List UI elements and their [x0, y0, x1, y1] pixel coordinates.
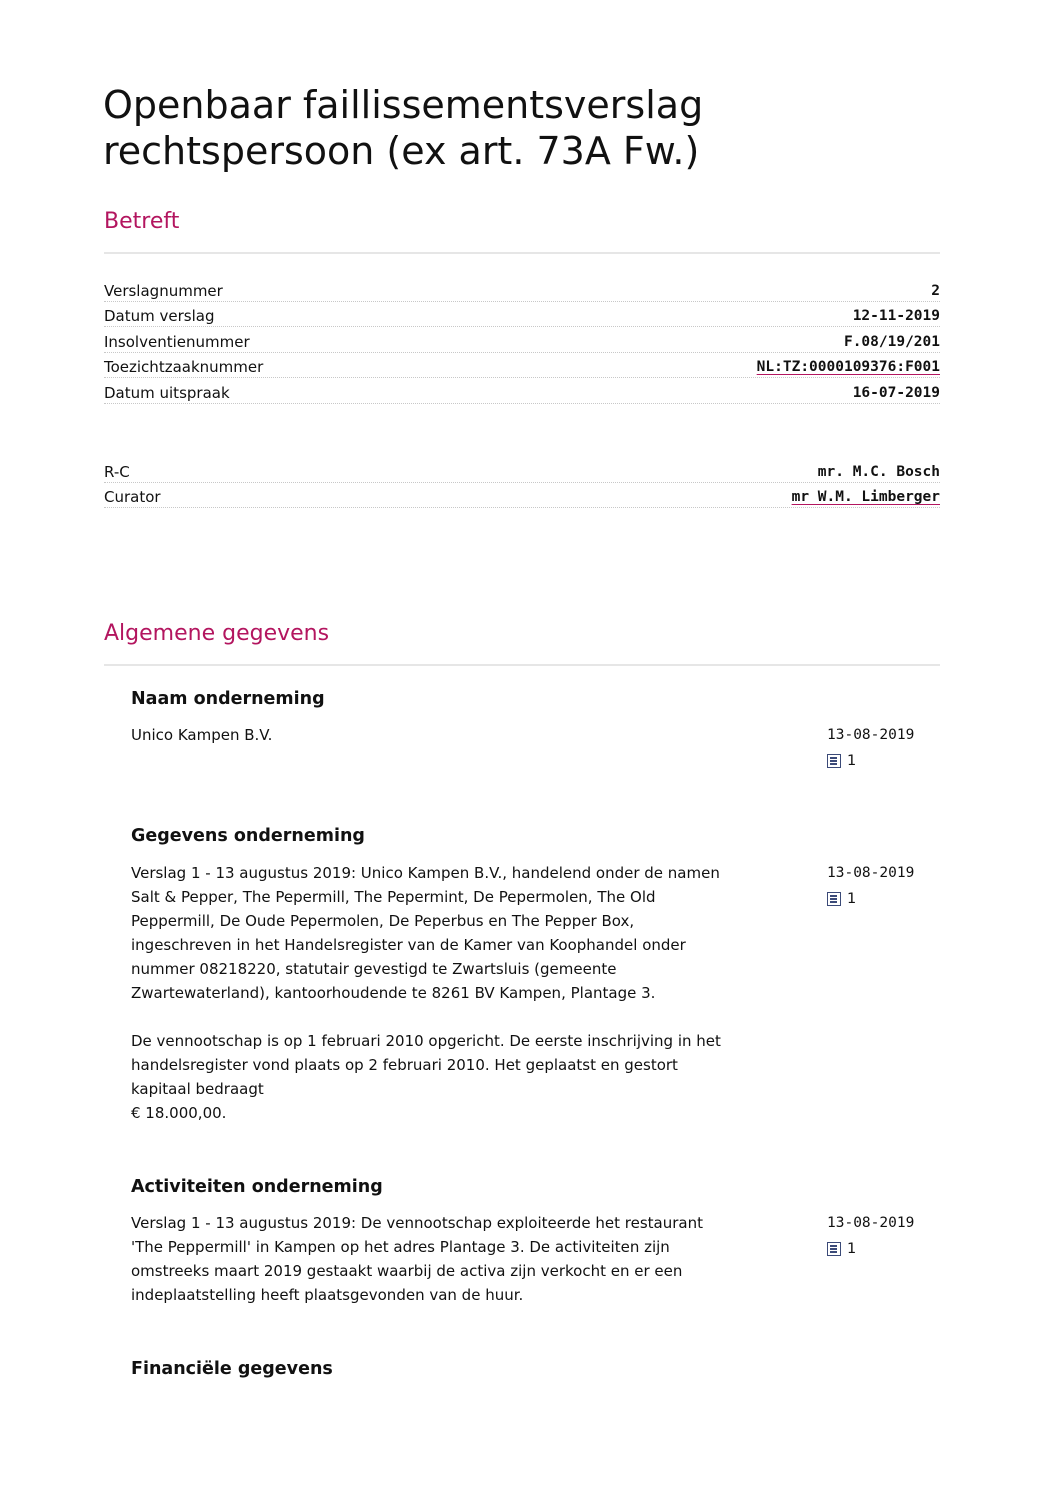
case-row-label: Datum uitspraak — [104, 383, 230, 402]
subsection-body-naam-onderneming — [131, 723, 821, 747]
official-row-label: Curator — [104, 488, 161, 506]
entry-text: Verslag 1 - 13 augustus 2019: De vennootschap exploiteerde het restaurant 'The Peppermill' in Kampen op het adres Plantage 3. De activiteiten zijn omstreeks maart 2019 gestaakt waarbij de activa zijn verkocht en er een indeplaatstelling heeft plaatsgevonden van de huur. — [131, 1214, 703, 1304]
section-heading-algemene-gegevens: Algemene gegevens — [104, 620, 940, 666]
official-row-value: mr. M.C. Bosch — [817, 463, 940, 480]
page-title-line-2: rechtspersoon (ex art. 73A Fw.) — [103, 129, 700, 173]
case-row-toezichtzaaknummer — [104, 353, 940, 379]
case-row-value: 16-07-2019 — [852, 384, 940, 401]
entry-meta-naam-onderneming — [827, 723, 947, 773]
official-row-rc — [104, 457, 940, 483]
subsection-title-activiteiten-onderneming: Activiteiten onderneming — [131, 1177, 383, 1197]
entry-text: Verslag 1 - 13 augustus 2019: Unico Kampen B.V., handelend onder de namen Salt & Pepper, The Pepermill, The Pepermint, De Pepermolen, The Old Peppermill, De Oude Pepermolen, De Peperbus en The Pepper Box, ingeschreven in het Handelsregister van de Kamer van Koophandel onder nummer 08218220, statutair gevestigd te Zwartsluis (gemeente Zwartewaterland), kantoorhoudende te 8261 BV Kampen, Plantage 3. De vennootschap is op 1 februari 2010 opgericht. De eerste inschrijving in het handelsregister vond plaats op 2 februari 2010. Het geplaatst en gestort kapitaal bedraagt € 18.000,00. — [131, 864, 721, 1122]
official-row-curator — [104, 483, 940, 509]
officials-table — [104, 457, 940, 508]
case-row-value: 12-11-2019 — [852, 308, 940, 324]
case-row-label: Verslagnummer — [104, 281, 223, 300]
case-row-verslagnummer — [104, 276, 940, 302]
case-row-label: Toezichtzaaknummer — [104, 358, 264, 376]
case-row-value: 2 — [931, 282, 940, 299]
subsection-title-financiele-gegevens: Financiële gegevens — [131, 1359, 333, 1379]
attachment-link[interactable] — [827, 1237, 947, 1261]
entry-meta-gegevens-onderneming — [827, 861, 947, 911]
subsection-body-gegevens-onderneming — [131, 861, 821, 1125]
attachment-link[interactable] — [827, 887, 947, 911]
case-row-value: F.08/19/201 — [843, 333, 940, 350]
case-row-insolventienummer — [104, 327, 940, 353]
document-icon — [827, 1242, 841, 1256]
entry-date: 13-08-2019 — [827, 727, 915, 743]
case-row-label: Datum verslag — [104, 307, 215, 325]
document-icon — [827, 754, 841, 768]
subsection-body-activiteiten-onderneming — [131, 1211, 821, 1307]
toezichtzaaknummer-link[interactable]: NL:TZ:0000109376:F001 — [756, 359, 940, 375]
attachment-count: 1 — [847, 1241, 857, 1257]
attachment-count: 1 — [847, 753, 857, 769]
attachment-count: 1 — [847, 891, 857, 907]
entry-date: 13-08-2019 — [827, 865, 915, 881]
curator-link[interactable]: mr W.M. Limberger — [791, 489, 940, 505]
page-title — [103, 82, 943, 174]
document-icon — [827, 892, 841, 906]
subsection-title-naam-onderneming: Naam onderneming — [131, 689, 325, 709]
official-row-label: R-C — [104, 462, 130, 481]
entry-meta-activiteiten-onderneming — [827, 1211, 947, 1261]
entry-text: Unico Kampen B.V. — [131, 726, 273, 744]
attachment-link[interactable] — [827, 749, 947, 773]
subsection-title-gegevens-onderneming: Gegevens onderneming — [131, 826, 365, 846]
case-row-datum-uitspraak — [104, 378, 940, 404]
case-row-datum-verslag — [104, 302, 940, 328]
entry-date: 13-08-2019 — [827, 1215, 915, 1231]
page-title-line-1: Openbaar faillissementsverslag — [103, 83, 704, 127]
case-details-table — [104, 276, 940, 404]
section-heading-betreft: Betreft — [104, 208, 940, 254]
case-row-label: Insolventienummer — [104, 332, 250, 351]
